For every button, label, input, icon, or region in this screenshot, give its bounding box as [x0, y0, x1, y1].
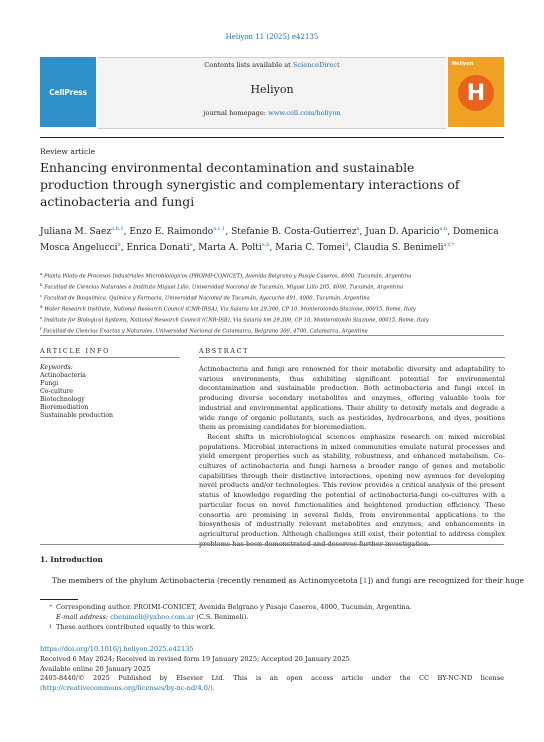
author-affiliation-marker[interactable]: a,b: [439, 226, 448, 232]
journal-citation-link[interactable]: Heliyon 11 (2025) e42135: [225, 33, 319, 41]
author-name[interactable]: Enzo E. Raimondo: [129, 227, 214, 237]
affiliation-marker: a: [40, 271, 43, 276]
license-text: 2405-8440/© 2025 Published by Elsevier Ltd. This is an open access article under the CC BY-NC-ND license: [40, 674, 504, 683]
affiliation-text: Facultad de Ciencias Naturales e Instituto Miguel Lillo, Universidad Nacional de Tucumán, Miguel Lillo 205, 4000, Tucumán, Argentina: [44, 284, 404, 291]
article-info-heading-rule: [40, 357, 180, 358]
introduction-heading: 1. Introduction: [40, 555, 103, 564]
author-name[interactable]: Claudia S. Benimeli: [353, 243, 444, 254]
sciencedirect-link[interactable]: ScienceDirect: [292, 61, 340, 69]
keyword: Fungi: [40, 380, 59, 387]
journal-info-box: [98, 57, 446, 129]
author-affiliation-marker[interactable]: d: [117, 242, 121, 249]
license-url[interactable]: (http://creativecommons.org/licenses/by-nc-nd/4.0/).: [40, 684, 215, 693]
article-history: [40, 645, 504, 694]
journal-name: Heliyon: [250, 83, 294, 96]
affiliation-list: [40, 270, 504, 336]
keyword: Sustainable production: [40, 412, 114, 419]
keyword: Biotechnology: [40, 396, 85, 403]
affiliation-marker: b: [40, 281, 43, 287]
affiliation-text: Facultad de Ciencias Exactas y Naturales, Universidad Nacional de Catamarca, Belgrano 300, 4700, Catamarca, Argentina: [43, 328, 368, 335]
author-name[interactable]: Stefanie B. Costa-Gutierrez: [231, 227, 357, 237]
affiliation-marker: f: [40, 325, 42, 331]
affiliation-marker: e: [40, 314, 43, 320]
corresponding-marker: *: [49, 604, 52, 610]
journal-banner: [40, 57, 504, 127]
affiliation: [40, 292, 504, 303]
doi-link[interactable]: https://doi.org/10.1016/j.heliyon.2025.e42135: [40, 645, 194, 653]
author-name[interactable]: Domenica Mosca Angelucci: [40, 227, 499, 254]
author-list: Juliana M. Saez$^{a,b,1}$, Enzo E. Raimondo$^{a,c,1}$, Stefanie B. Costa-Gutierrez$^a$, Juan D. Aparicio$^{a,b}$, Domenica Mosca Angelucci$^d$, Enrica Donati$^e$, Marta A. Polti$^{a,b}$, Maria C. Tomei$^d$, Claudia S. Benimeli$^{a,f,*}$: [40, 226, 499, 254]
cover-title: Heliyon: [452, 61, 474, 67]
equal-marker: 1: [48, 623, 52, 630]
author-affiliation-marker[interactable]: e: [189, 242, 193, 249]
article-title: Enhancing environmental decontamination and sustainable production through synergistic and complementary interactions of actinobacteria and fungi: [40, 160, 460, 209]
keyword: Co-culture: [40, 388, 74, 395]
abstract-divider: [40, 544, 504, 545]
intro-text-before: The members of the phylum Actinobacteria (recently renamed as Actinomycetota [: [52, 576, 363, 585]
introduction-text: [40, 576, 524, 585]
journal-cover-image[interactable]: [448, 57, 504, 127]
homepage-prefix: journal homepage:: [203, 109, 269, 117]
affiliation-text: Facultad de Bioquímica, Química y Farmacia, Universidad Nacional de Tucumán, Ayacucho 491, 4000, Tucumán, Argentina: [43, 295, 370, 302]
author-affiliation-marker[interactable]: a,b: [261, 242, 270, 249]
author-affiliation-marker[interactable]: a: [356, 226, 360, 232]
affiliation: [40, 270, 504, 281]
affiliation: [40, 325, 504, 336]
keyword: Actinobacteria: [40, 372, 86, 379]
author-name[interactable]: Maria C. Tomei: [275, 243, 345, 254]
affiliation-text: Planta Piloto de Procesos Industriales Microbiológicos (PROIMI-CONICET), Avenida Belgrano y Pasaje Caseros, 4000, Tucumán, Argentina: [44, 273, 412, 280]
author-affiliation-marker[interactable]: a,b,1: [111, 226, 124, 232]
header-divider: [40, 137, 504, 138]
email-link[interactable]: cbenimeli@yahoo.com.ar: [110, 612, 195, 621]
affiliation-marker: c: [40, 292, 43, 298]
contents-prefix: Contents lists available at: [204, 61, 293, 69]
author-affiliation-marker[interactable]: a,c,1: [213, 226, 226, 232]
keywords-label: Keywords:: [40, 364, 73, 371]
corresponding-text: Corresponding author. PROIMI-CONICET, Avenida Belgrano y Pasaje Caseros, 4000, Tucumán, Argentina.: [56, 603, 412, 611]
contents-line: [98, 61, 446, 69]
affiliation: [40, 314, 504, 325]
info-divider: [40, 335, 504, 336]
homepage-link[interactable]: www.cell.com/heliyon: [268, 109, 341, 117]
abstract-heading: ABSTRACT: [199, 347, 250, 355]
cellpress-logo-text: CellPress: [49, 87, 87, 97]
cover-logo-letter: H: [466, 80, 486, 106]
reference-link-1[interactable]: 1: [362, 576, 368, 585]
author-name[interactable]: Enrica Donati: [126, 243, 190, 254]
email-label: E-mail address:: [56, 612, 109, 621]
equal-text: These authors contributed equally to this work.: [56, 622, 216, 631]
abstract-text: [199, 365, 505, 549]
email-note: [40, 613, 510, 623]
intro-text-after: ]) and fungi are recognized for their huge: [367, 576, 524, 585]
available-online: Available online 20 January 2025: [40, 664, 151, 673]
received-dates: Received 6 May 2024; Received in revised form 19 January 2025; Accepted 20 January 2025: [40, 654, 350, 663]
abstract-heading-rule: [199, 357, 505, 358]
equal-contribution-note: [40, 623, 510, 633]
author-name[interactable]: Marta A. Polti: [198, 243, 262, 254]
author-affiliation-marker[interactable]: d: [345, 242, 349, 249]
email-suffix: (C.S. Benimeli).: [194, 612, 249, 621]
corresponding-author-note: [40, 603, 510, 613]
homepage-line: [98, 109, 446, 117]
article-info-heading: ARTICLE INFO: [40, 347, 111, 355]
affiliation-text: Water Research Institute, National Research Council (CNR-IRSA), Via Salaria km 29.300, CP 10, Monterotondo Stazione, 00015, Rome, Italy: [44, 306, 416, 313]
cellpress-logo[interactable]: [40, 57, 96, 127]
footnote-rule: [40, 599, 78, 600]
affiliation: [40, 303, 504, 314]
affiliation-text: Institute for Biological Systems, National Research Council (CNR-ISB), Via Salaria km 29.300, CP 10, Monterotondo Stazione, 00015, Rome, Italy: [44, 317, 429, 324]
footnotes: [40, 603, 510, 632]
author-name[interactable]: Juliana M. Saez: [40, 227, 112, 237]
affiliation-marker: d: [40, 303, 43, 309]
cover-logo-icon: [458, 75, 494, 111]
keywords-section: [40, 364, 180, 420]
affiliation: [40, 281, 504, 292]
keyword: Bioremediation: [40, 404, 89, 411]
abstract-paragraph: Actinobacteria and fungi are renowned for their metabolic diversity and adaptability to various environments, thus exhibiting significant potential for environmental decontamination and sustainable production. Both actinobacteria and fungi excel in producing diverse secondary metabolites and enzymes, offering valuable tools for industrial and environmental applications. Their ability to detoxify metals and degrade a wide range of organic pollutants, such as pesticides, hydrocarbons, and dyes, positions them as promising candidates for bioremediation.: [199, 365, 505, 432]
author-affiliation-marker[interactable]: a,f,*: [443, 242, 454, 249]
abstract-paragraph: Recent shifts in microbiological sciences emphasize research on mixed microbial populations. Microbial interactions in mixed communities emulate natural processes and yield emergent properties such as stability, robustness, and enhanced metabolism. Co-cultures of actinobacteria and fungi harness a broader range of genes and metabolic capabilities through their distinctive interactions, opening new avenues for developing novel products and/or technologies. This review provides a critical analysis of the present status of knowledge regarding the potential of actinobacteria-fungi co-cultures with a particular focus on novel functionalities and heightened production efficiency. These consortia are promising in several fields, from environmental applications to the biosynthesis of industrially relevant metabolites and enzymes, and enhancements in agricultural production. Although challenges still exist, their potential to address complex problems has been demonstrated and deserves further investigation.: [199, 432, 505, 548]
article-type: Review article: [40, 147, 96, 156]
author-name[interactable]: Juan D. Aparicio: [365, 227, 440, 237]
